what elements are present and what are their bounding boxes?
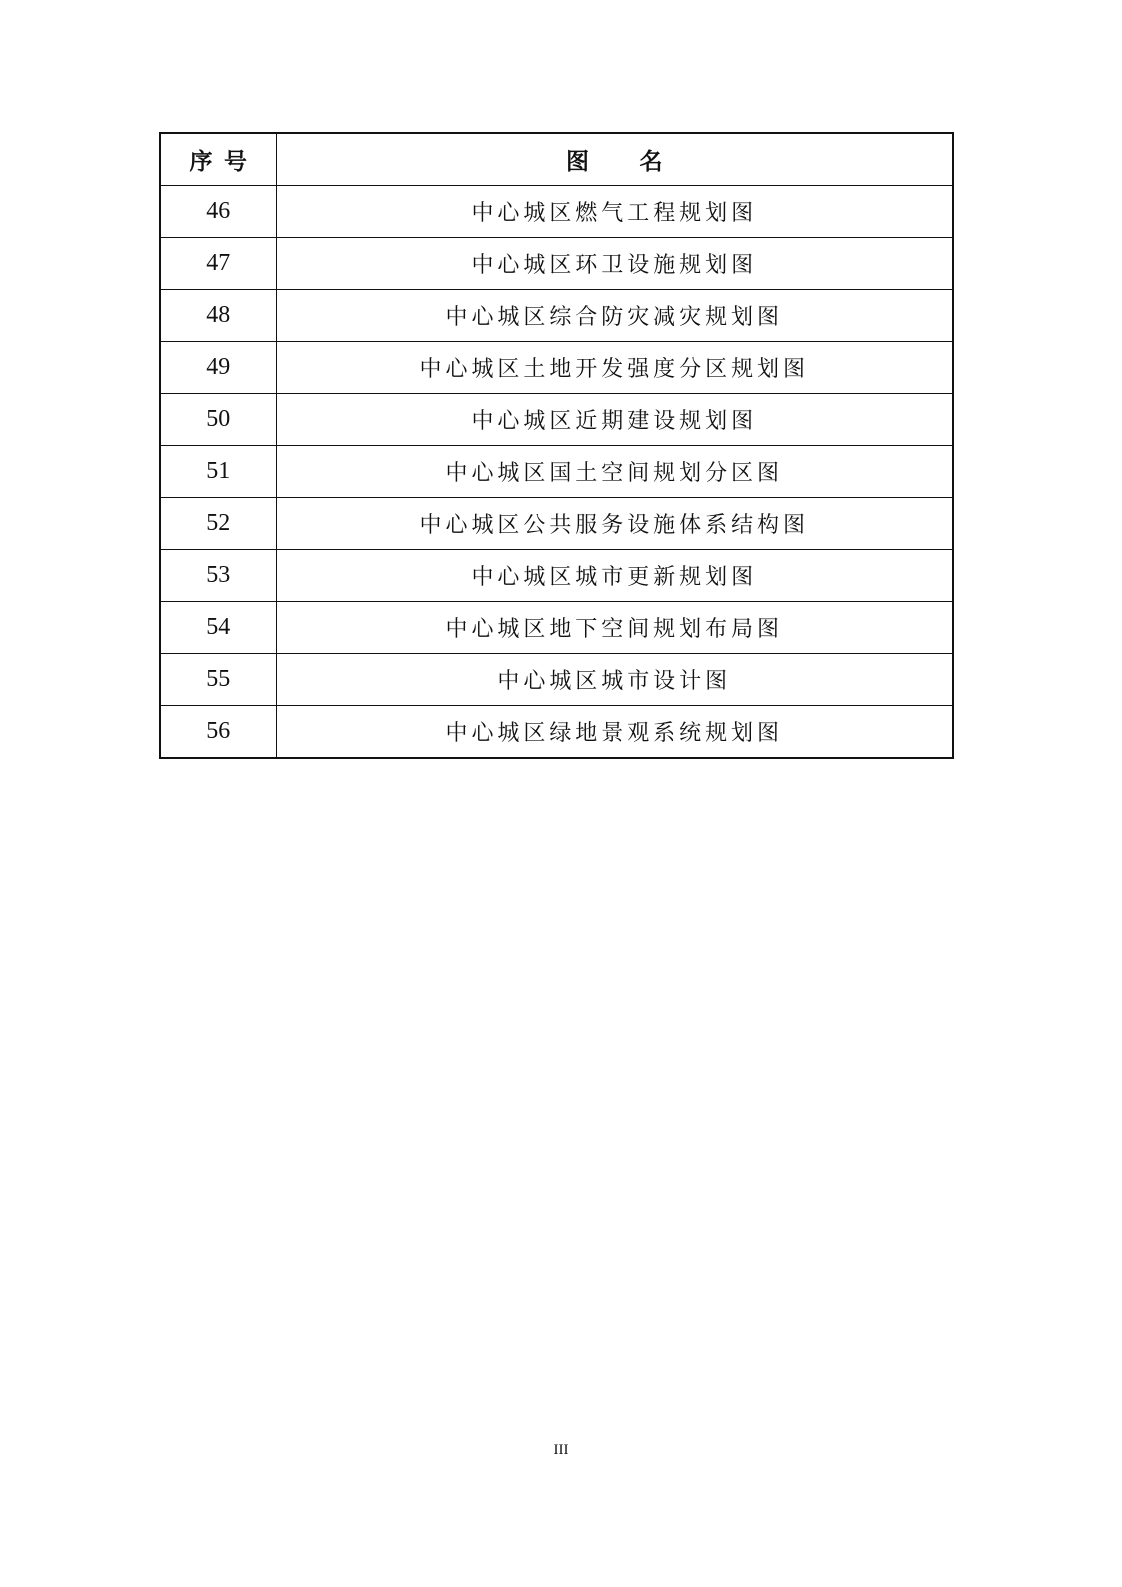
row-map-name: 中心城区综合防灾减灾规划图	[276, 290, 953, 342]
row-map-name: 中心城区城市更新规划图	[276, 550, 953, 602]
row-map-name: 中心城区公共服务设施体系结构图	[276, 498, 953, 550]
row-serial-number: 55	[160, 654, 276, 706]
table-row	[160, 446, 953, 498]
row-serial-number: 46	[160, 186, 276, 238]
header-map-name: 图名	[276, 133, 953, 186]
row-serial-number: 54	[160, 602, 276, 654]
row-map-name: 中心城区土地开发强度分区规划图	[276, 342, 953, 394]
table-row	[160, 290, 953, 342]
map-list-table	[159, 132, 954, 759]
table-row	[160, 394, 953, 446]
row-map-name: 中心城区燃气工程规划图	[276, 186, 953, 238]
row-map-name: 中心城区近期建设规划图	[276, 394, 953, 446]
table-row	[160, 706, 953, 759]
header-serial-number: 序号	[160, 133, 276, 186]
row-map-name: 中心城区绿地景观系统规划图	[276, 706, 953, 759]
table-row	[160, 602, 953, 654]
row-map-name: 中心城区环卫设施规划图	[276, 238, 953, 290]
row-serial-number: 53	[160, 550, 276, 602]
row-serial-number: 50	[160, 394, 276, 446]
row-map-name: 中心城区国土空间规划分区图	[276, 446, 953, 498]
row-serial-number: 51	[160, 446, 276, 498]
table-row	[160, 238, 953, 290]
page-number: III	[553, 1442, 569, 1458]
table-row	[160, 342, 953, 394]
table-row	[160, 550, 953, 602]
table-header-row	[160, 133, 953, 186]
table-row	[160, 498, 953, 550]
row-serial-number: 49	[160, 342, 276, 394]
row-map-name: 中心城区地下空间规划布局图	[276, 602, 953, 654]
row-map-name: 中心城区城市设计图	[276, 654, 953, 706]
table-row	[160, 186, 953, 238]
row-serial-number: 52	[160, 498, 276, 550]
row-serial-number: 56	[160, 706, 276, 759]
row-serial-number: 47	[160, 238, 276, 290]
row-serial-number: 48	[160, 290, 276, 342]
table-row	[160, 654, 953, 706]
